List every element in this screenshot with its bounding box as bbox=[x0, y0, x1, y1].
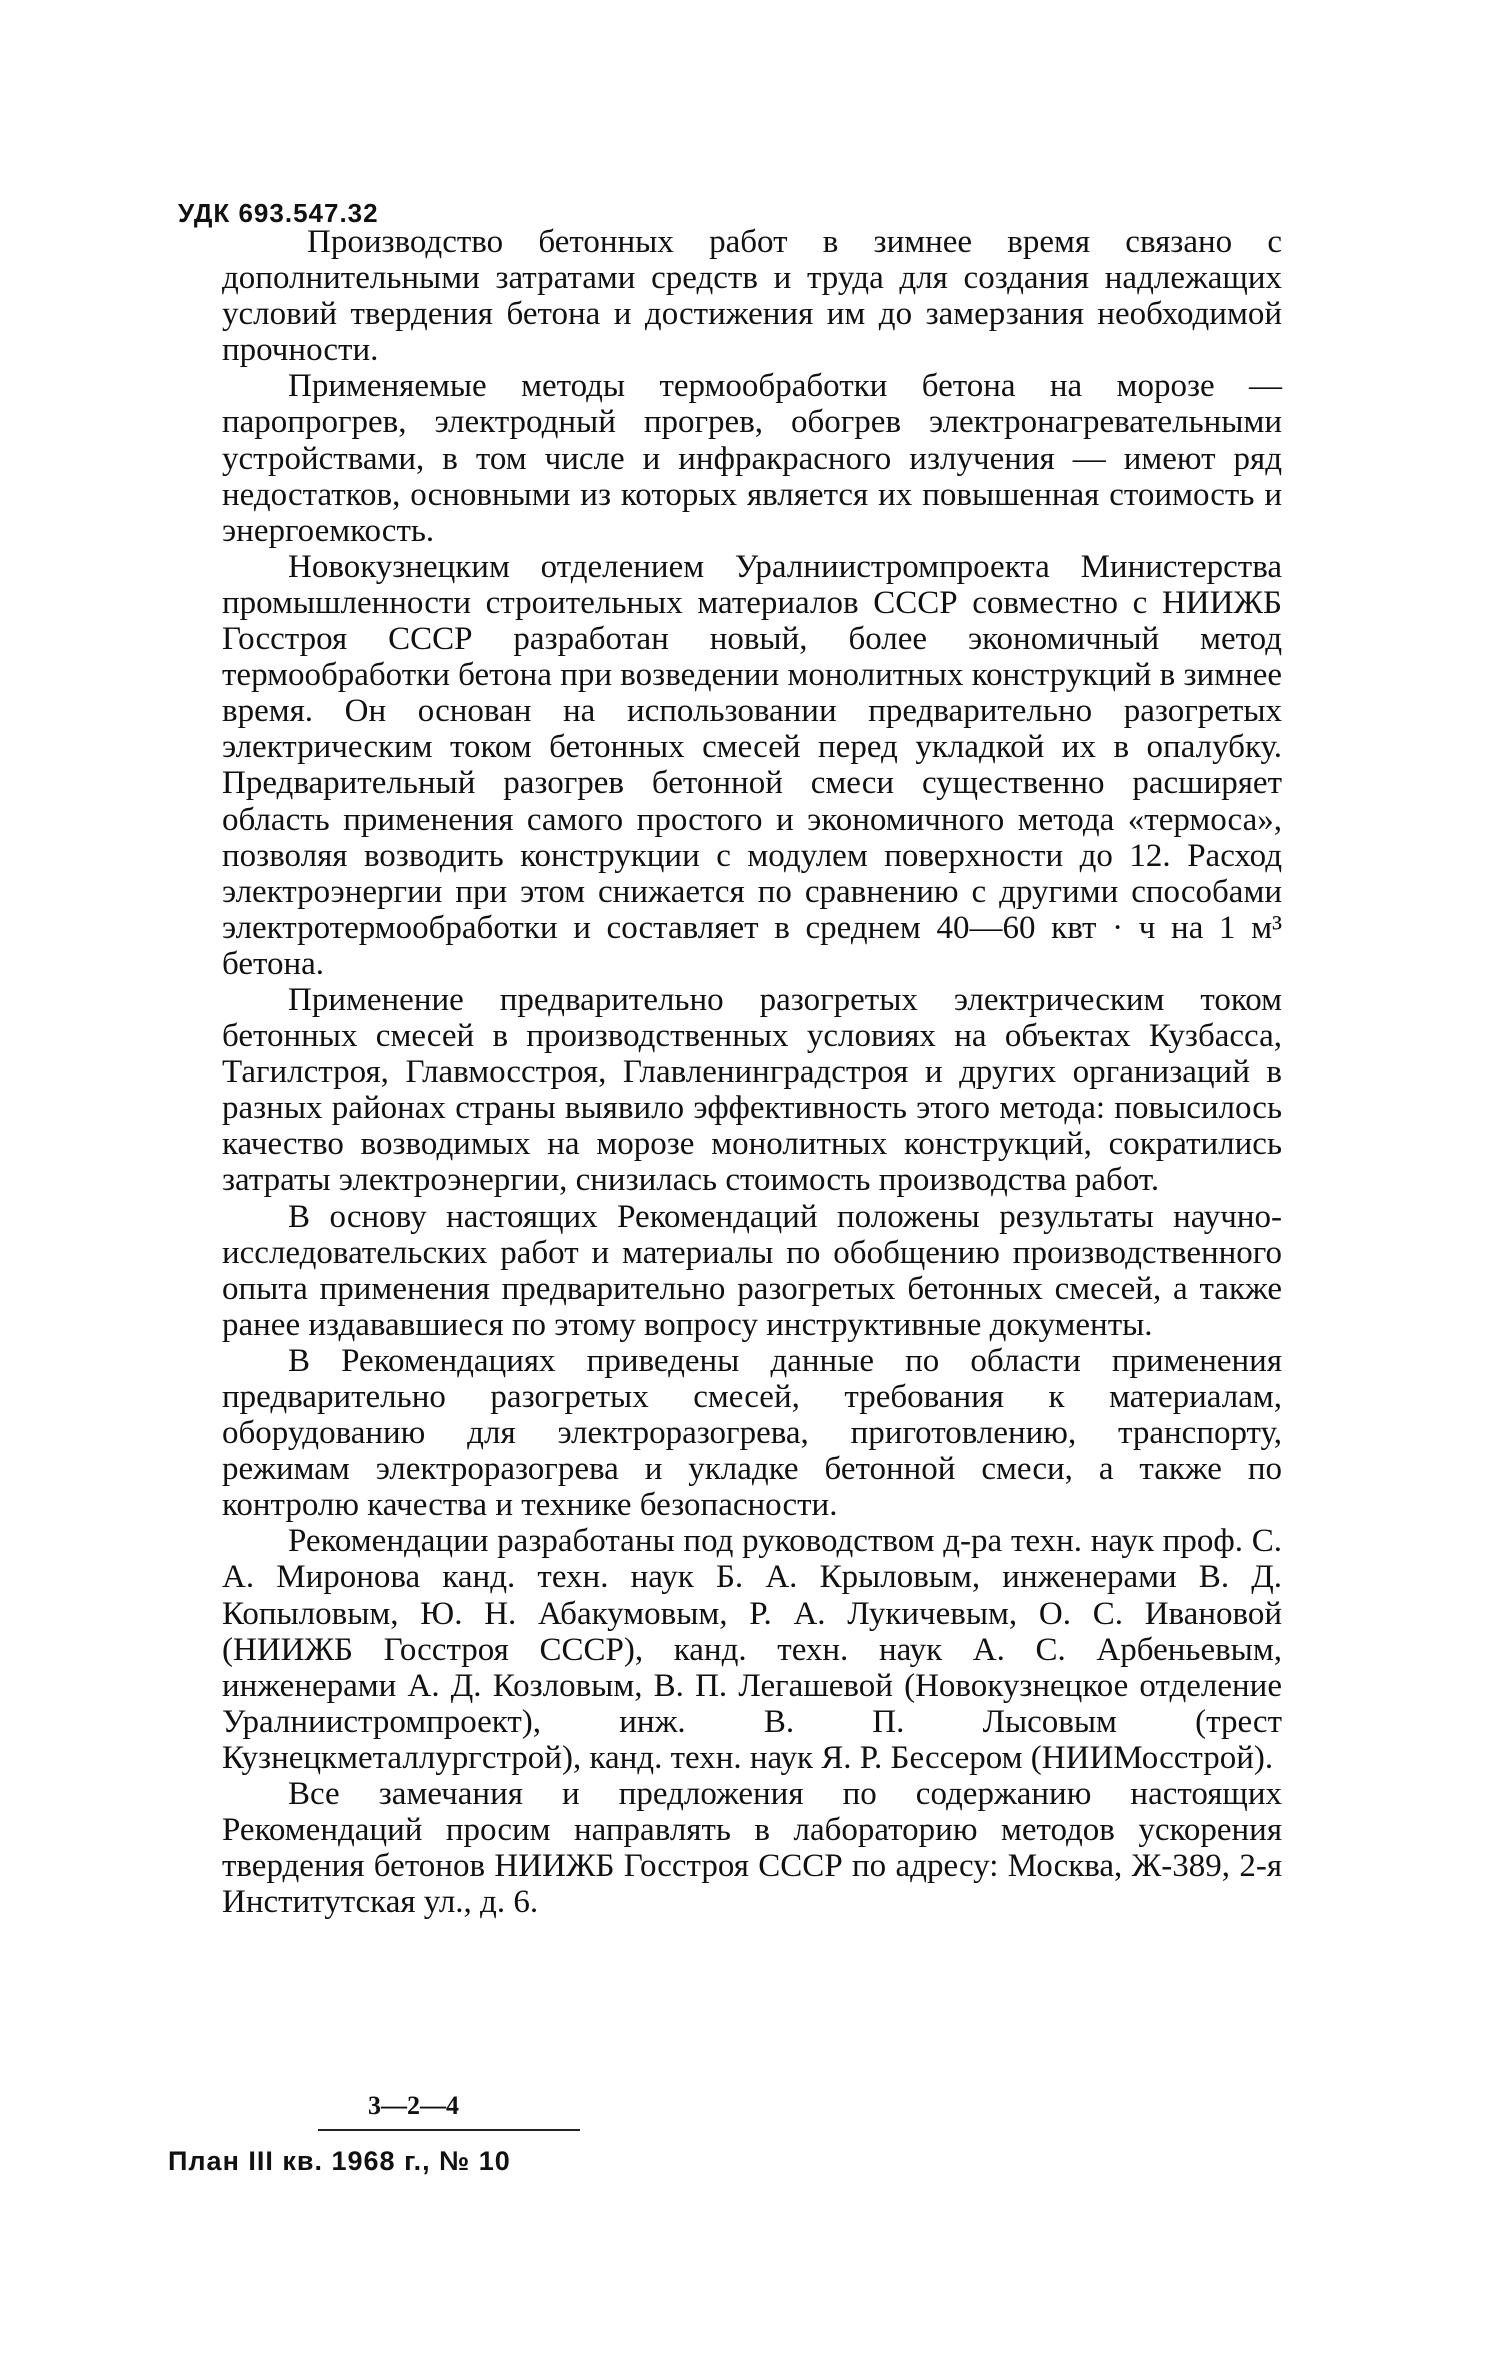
body-text bbox=[222, 224, 1282, 1920]
publishing-plan: План III кв. 1968 г., № 10 bbox=[168, 2146, 511, 2176]
paragraph-contact: Все замечания и предложения по содержанию настоящих Рекомендаций просим направлять в лабораторию методов ускорения твердения бетонов НИИЖБ Госстроя СССР по адресу: Москва, Ж-389, 2-я Институтская ул., д. 6. bbox=[222, 1776, 1282, 1921]
paragraph-authors: Рекомендации разработаны под руководством д-ра техн. наук проф. С. А. Миронова канд. техн. наук Б. А. Крыловым, инженерами В. Д. Копыловым, Ю. Н. Абакумовым, Р. А. Лукичевым, О. С. Ивановой (НИИЖБ Госстроя СССР), канд. техн. наук А. С. Арбеньевым, инженерами А. Д. Козловым, В. П. Легашевой (Новокузнецкое отделение Уралниистромпроект), инж. В. П. Лысовым (трест Кузнецкметаллургстрой), канд. техн. наук Я. Р. Бессером (НИИМосстрой). bbox=[222, 1523, 1282, 1776]
paragraph-winter-concreting: Производство бетонных работ в зимнее время связано с дополнительными затратами средств и труда для создания надлежащих условий твердения бетона и достижения им до замерзания необходимой прочности. bbox=[222, 224, 1282, 369]
paragraph-current-methods: Применяемые методы термообработки бетона на морозе — паропрогрев, электродный прогрев, обогрев электронагревательными устройствами, в том числе и инфракрасного излучения — имеют ряд недостатков, основными из которых является их повышенная стоимость и энергоемкость. bbox=[222, 368, 1282, 549]
paragraph-new-method: Новокузнецким отделением Уралниистромпроекта Министерства промышленности строительных материалов СССР совместно с НИИЖБ Госстроя СССР разработан новый, более экономичный метод термообработки бетона при возведении монолитных конструкций в зимнее время. Он основан на использовании предварительно разогретых электрическим током бетонных смесей перед укладкой их в опалубку. Предварительный разогрев бетонной смеси существенно расширяет область применения самого простого и экономичного метода «термоса», позволяя возводить конструкции с модулем поверхности до 12. Расход электроэнергии при этом снижается по сравнению с другими способами электротермообработки и составляет в среднем 40—60 квт · ч на 1 м³ бетона. bbox=[222, 548, 1282, 982]
catalog-code: 3—2—4 bbox=[368, 2091, 459, 2120]
paragraph-application: Применение предварительно разогретых электрическим током бетонных смесей в производственных условиях на объектах Кузбасса, Тагилстроя, Главмосстроя, Главленинградстроя и других организаций в разных районах страны выявило эффективность этого метода: повысилось качество возводимых на морозе монолитных конструкций, сократились затраты электроэнергии, снизилась стоимость производства работ. bbox=[222, 981, 1282, 1199]
udk-code: УДК 693.547.32 bbox=[178, 198, 379, 228]
paragraph-basis: В основу настоящих Рекомендаций положены результаты научно-исследовательских работ и материалы по обобщению производственного опыта применения предварительно разогретых бетонных смесей, а также ранее издававшиеся по этому вопросу инструктивные документы. bbox=[222, 1198, 1282, 1343]
divider bbox=[318, 2129, 580, 2131]
paragraph-contents: В Рекомендациях приведены данные по области применения предварительно разогретых смесей, требования к материалам, оборудованию для электроразогрева, приготовлению, транспорту, режимам электроразогрева и укладке бетонной смеси, а также по контролю качества и технике безопасности. bbox=[222, 1342, 1282, 1524]
